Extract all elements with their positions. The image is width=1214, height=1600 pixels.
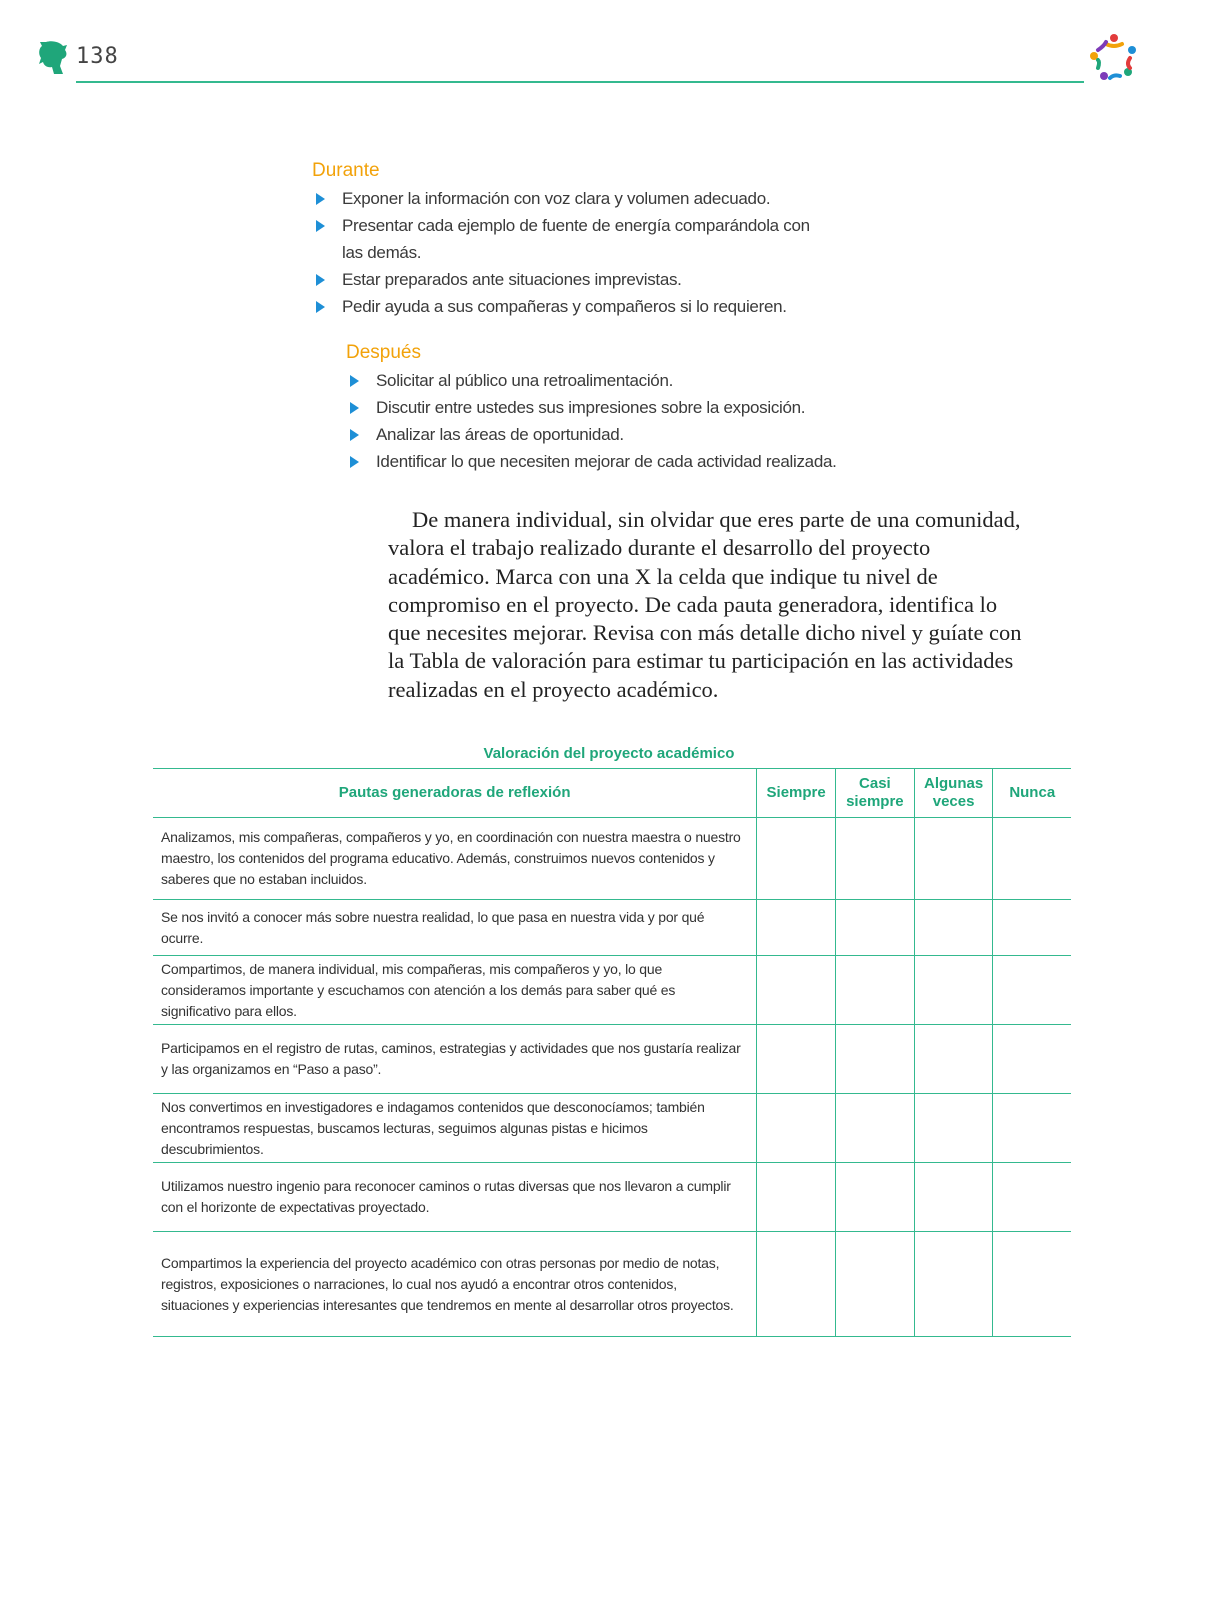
list-item: Estar preparados ante situaciones imprevistas. [312,266,812,293]
table-row [153,1094,1071,1163]
statement-cell: Nos convertimos en investigadores e indagamos contenidos que desconocíamos; también encontramos respuestas, buscamos lecturas, seguimos algunas pistas e hicimos descubrimientos. [153,1094,757,1163]
durante-section [312,159,812,320]
header-algunas-veces: Algunas veces [914,769,993,818]
list-item: Pedir ayuda a sus compañeras y compañeros si lo requieren. [312,293,812,320]
bullet-triangle-icon [350,375,359,387]
mark-cell-casi-siempre[interactable] [836,1025,915,1094]
mark-cell-algunas-veces[interactable] [914,1163,993,1232]
header-divider [76,81,1084,83]
table-row [153,1025,1071,1094]
mark-cell-casi-siempre[interactable] [836,1232,915,1337]
mark-cell-algunas-veces[interactable] [914,818,993,900]
statement-cell: Se nos invitó a conocer más sobre nuestra realidad, lo que pasa en nuestra vida y por qué ocurre. [153,900,757,956]
bullet-triangle-icon [316,220,325,232]
mark-cell-siempre[interactable] [757,900,836,956]
table-row [153,900,1071,956]
mark-cell-siempre[interactable] [757,818,836,900]
mark-cell-siempre[interactable] [757,1094,836,1163]
page-number: 138 [76,44,119,69]
table-header-row [153,769,1071,818]
bullet-triangle-icon [350,429,359,441]
table-row [153,956,1071,1025]
list-item: Solicitar al público una retroalimentación. [346,367,906,394]
despues-section [346,341,906,475]
mark-cell-casi-siempre[interactable] [836,818,915,900]
green-figure-icon [36,40,70,76]
mark-cell-algunas-veces[interactable] [914,1025,993,1094]
mark-cell-nunca[interactable] [993,1232,1071,1337]
bullet-triangle-icon [316,274,325,286]
statement-cell: Compartimos, de manera individual, mis compañeras, mis compañeros y yo, lo que consideramos importante y escuchamos con atención a los demás para saber qué es significativo para ellos. [153,956,757,1025]
despues-title: Después [346,342,421,363]
header-nunca: Nunca [993,769,1071,818]
statement-cell: Participamos en el registro de rutas, caminos, estrategias y actividades que nos gustaría realizar y las organizamos en “Paso a paso”. [153,1025,757,1094]
mark-cell-siempre[interactable] [757,956,836,1025]
bullet-triangle-icon [350,456,359,468]
list-item: Presentar cada ejemplo de fuente de energía comparándola con las demás. [312,212,812,266]
list-item: Identificar lo que necesiten mejorar de cada actividad realizada. [346,448,906,475]
list-item: Exponer la información con voz clara y volumen adecuado. [312,185,812,212]
bullet-triangle-icon [350,402,359,414]
mark-cell-nunca[interactable] [993,900,1071,956]
header-pautas: Pautas generadoras de reflexión [153,769,757,818]
mark-cell-siempre[interactable] [757,1232,836,1337]
mark-cell-siempre[interactable] [757,1163,836,1232]
mark-cell-casi-siempre[interactable] [836,900,915,956]
bullet-triangle-icon [316,301,325,313]
despues-list [346,367,906,475]
mark-cell-nunca[interactable] [993,818,1071,900]
mark-cell-algunas-veces[interactable] [914,1094,993,1163]
instructions-paragraph: De manera individual, sin olvidar que eres parte de una comunidad, valora el trabajo realizado durante el desarrollo del proyecto académico. Marca con una X la celda que indique tu nivel de compromiso en el proyecto. De cada pauta generadora, identifica lo que necesites mejorar. Revisa con más detalle dicho nivel y guíate con la Tabla de valoración para estimar tu participación en las actividades realizadas en el proyecto académico. [388,507,1022,702]
bullet-triangle-icon [316,193,325,205]
durante-title: Durante [312,160,380,181]
mark-cell-algunas-veces[interactable] [914,1232,993,1337]
colorful-people-circle-icon [1086,30,1142,86]
header-casi-siempre: Casi siempre [836,769,915,818]
mark-cell-casi-siempre[interactable] [836,1094,915,1163]
mark-cell-nunca[interactable] [993,956,1071,1025]
mark-cell-nunca[interactable] [993,1163,1071,1232]
header-siempre: Siempre [757,769,836,818]
statement-cell: Compartimos la experiencia del proyecto académico con otras personas por medio de notas, registros, exposiciones o narraciones, lo cual nos ayudó a encontrar otros contenidos, situaciones y experiencias interesantes que tendremos en mente al desarrollar otros proyectos. [153,1232,757,1337]
table-row [153,1163,1071,1232]
list-item: Discutir entre ustedes sus impresiones sobre la exposición. [346,394,906,421]
mark-cell-nunca[interactable] [993,1025,1071,1094]
evaluation-table [153,768,1071,1337]
table-row [153,1232,1071,1337]
mark-cell-nunca[interactable] [993,1094,1071,1163]
durante-list [312,185,812,320]
mark-cell-algunas-veces[interactable] [914,900,993,956]
statement-cell: Analizamos, mis compañeras, compañeros y yo, en coordinación con nuestra maestra o nuestro maestro, los contenidos del programa educativo. Además, construimos nuevos contenidos y saberes que no estaban incluidos. [153,818,757,900]
mark-cell-casi-siempre[interactable] [836,1163,915,1232]
table-title: Valoración del proyecto académico [483,745,735,762]
table-row [153,818,1071,900]
statement-cell: Utilizamos nuestro ingenio para reconocer caminos o rutas diversas que nos llevaron a cumplir con el horizonte de expectativas proyectado. [153,1163,757,1232]
mark-cell-siempre[interactable] [757,1025,836,1094]
list-item: Analizar las áreas de oportunidad. [346,421,906,448]
mark-cell-casi-siempre[interactable] [836,956,915,1025]
mark-cell-algunas-veces[interactable] [914,956,993,1025]
